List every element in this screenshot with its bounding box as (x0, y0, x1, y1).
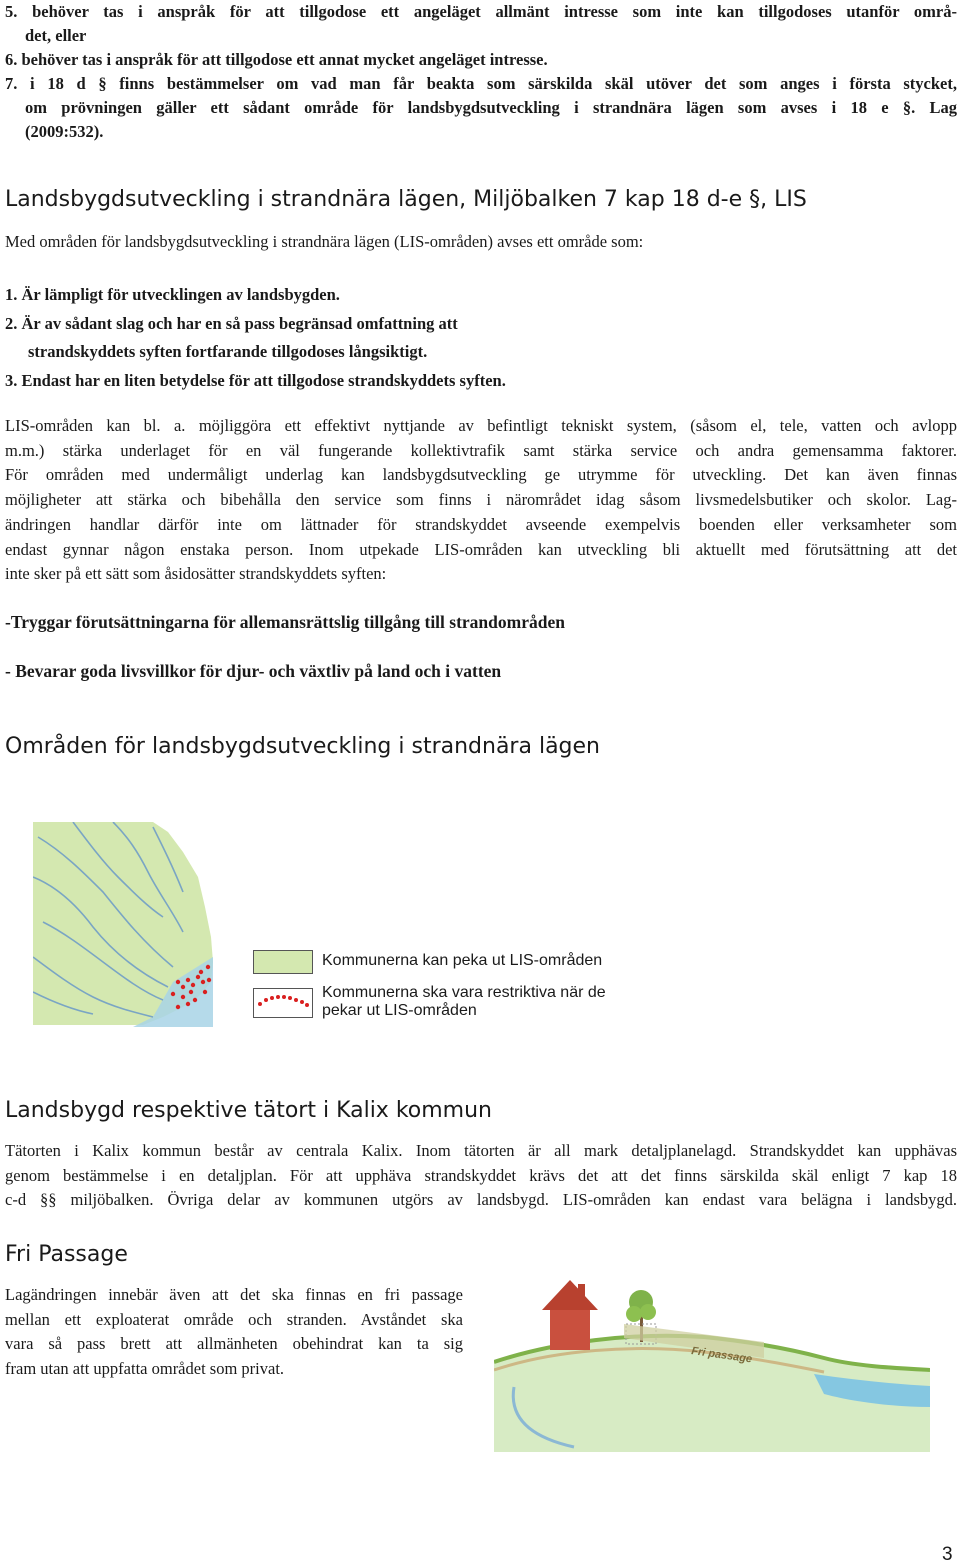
para-line-5: ändringen handlar därför inte om lättnader för strandskyddet avseende exempelvis boenden eller verksamheter som (5, 514, 957, 534)
legend-item-1: Kommunerna kan peka ut LIS-områden (322, 952, 603, 969)
para-line-6: endast gynnar någon enstaka person. Inom utpekade LIS-områden kan utveckling bli aktuellt med förutsättning att det (5, 539, 957, 559)
bullet-2: - Bevarar goda livsvillkor för djur- och växtliv på land och i vatten (5, 661, 502, 681)
para-line-2: m.m.) stärka underlaget för en väl fungerande kollektivtrafik samt stärka service och andra gemensamma faktorer. (5, 440, 957, 460)
passage-paragraph (5, 1283, 463, 1382)
para-line-4: möjligheter att stärka och bibehålla den service som finns i närområdet idag såsom livsmedelsbutiker och skolor. Lag- (5, 490, 957, 510)
map-heading: Områden för landsbygdsutveckling i strandnära lägen (5, 734, 600, 759)
passage-line-1: Lagändringen innebär även att det ska finnas en fri passage (5, 1285, 463, 1304)
list-item-6: 6. behöver tas i anspråk för att tillgodose ett annat mycket angeläget intresse. (5, 50, 548, 69)
kalix-line-2: genom bestämmelse i en detaljplan. För att upphäva strandskyddet krävs det att det finns särskilda skäl enligt 7 kap 18 (5, 1165, 957, 1185)
bullet-1: -Tryggar förutsättningarna för allemansrättslig tillgång till strandområden (5, 612, 565, 632)
para-line-7: inte sker på ett sätt som åsidosätter strandskyddets syften: (5, 564, 387, 584)
legend-item-2-line2: pekar ut LIS-områden (322, 1002, 477, 1019)
lis-paragraph (5, 414, 957, 587)
map-illustration (33, 822, 213, 1027)
legend-item-2 (322, 984, 606, 1020)
para-line-1: LIS-områden kan bl. a. möjliggöra ett effektivt nyttjande av befintligt tekniskt system, (såsom el, tele, vatten och avlopp (5, 416, 957, 435)
page-number: 3 (942, 1544, 953, 1565)
shore-illustration (494, 1262, 930, 1452)
lis-intro: Med områden för landsbygdsutveckling i strandnära lägen (LIS-områden) avses ett område som: (5, 232, 644, 251)
passage-line-4: fram utan att uppfatta området som privat. (5, 1359, 285, 1379)
list-item-7-line1: 7. i 18 d § finns bestämmelser om vad man får beakta som särskilda skäl utöver det som anges i första stycket, (5, 74, 957, 93)
passage-illustration (494, 1262, 930, 1452)
legend-item-2-line1: Kommunerna ska vara restriktiva när de (322, 984, 606, 1001)
kalix-line-1: Tätorten i Kalix kommun består av centrala Kalix. Inom tätorten är all mark detaljplanelagd. Strandskyddet kan upphävas (5, 1141, 957, 1160)
legend-swatch-dots (253, 988, 313, 1018)
para-line-3: För områden med undermåligt underlag kan landsbygdsutveckling ge utrymme för utveckling. Det kan även finnas (5, 465, 957, 485)
lis-criteria (5, 281, 955, 395)
passage-heading: Fri Passage (5, 1242, 128, 1267)
kalix-heading: Landsbygd respektive tätort i Kalix kommun (5, 1098, 492, 1123)
passage-label: Fri passage (690, 1345, 753, 1366)
legal-list (5, 0, 957, 144)
kalix-line-3: c-d §§ miljöbalken. Övriga delar av kommunen utgörs av landsbygd. LIS-områden kan endast vara belägna i landsbygd. (5, 1190, 957, 1210)
criterion-2-line2: strandskyddets syften fortfarande tillgodoses långsiktigt. (28, 342, 428, 361)
list-item-7-line2: om prövningen gäller ett sådant område för landsbygdsutveckling i strandnära lägen som avses i 18 e §. Lag (25, 98, 957, 117)
criterion-3: 3. Endast har en liten betydelse för att tillgodose strandskyddets syften. (5, 370, 506, 390)
criterion-1: 1. Är lämpligt för utvecklingen av landsbygden. (5, 285, 340, 304)
list-item-7-line3: (2009:532). (25, 122, 104, 141)
legend-swatch-green (253, 950, 313, 974)
house-icon (542, 1280, 598, 1350)
criterion-2-line1: 2. Är av sådant slag och har en så pass begränsad omfattning att (5, 313, 458, 333)
list-item-5-line2: det, eller (25, 26, 87, 45)
passage-line-3: vara så pass brett att allmänheten obehindrat kan ta sig (5, 1334, 463, 1354)
list-item-5-line1: 5. behöver tas i anspråk för att tillgodose ett angeläget allmänt intresse som inte kan tillgodoses utanför områ- (5, 2, 957, 21)
kalix-paragraph (5, 1139, 957, 1213)
passage-line-2: mellan ett exploaterat område och stranden. Avståndet ska (5, 1309, 463, 1329)
lis-heading: Landsbygdsutveckling i strandnära lägen, Miljöbalken 7 kap 18 d-e §, LIS (5, 187, 807, 212)
lis-map (33, 822, 213, 1027)
